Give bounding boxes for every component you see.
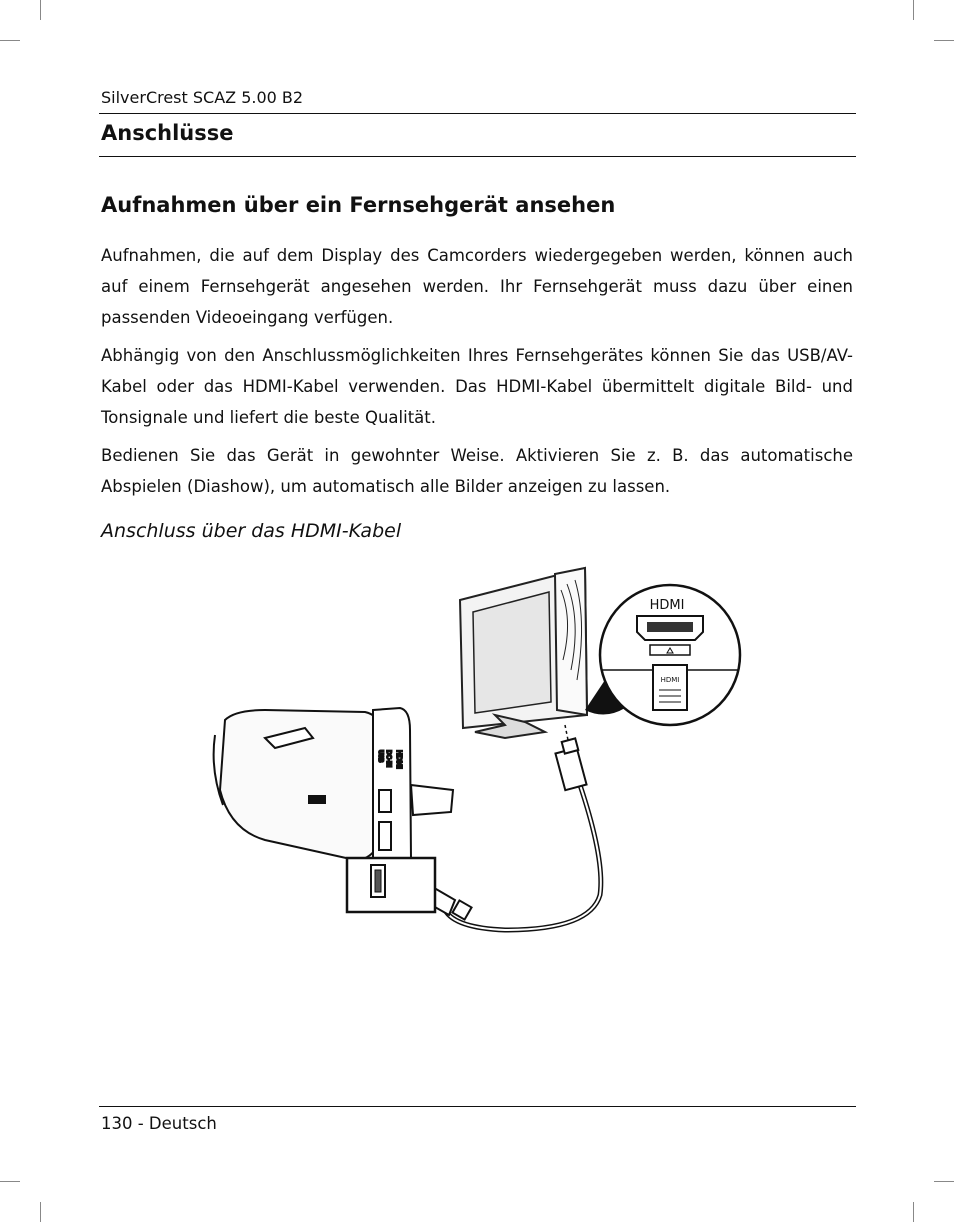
- camcorder-port-label: USB: [377, 750, 384, 763]
- hdmi-plug-label: HDMI: [660, 676, 680, 684]
- crop-mark: [40, 0, 41, 20]
- hdmi-port-detail: [585, 585, 740, 725]
- tv-monitor: [460, 568, 587, 738]
- crop-mark: [913, 1202, 914, 1222]
- hdmi-port-label: HDMI: [649, 598, 685, 613]
- section-rule: [99, 156, 856, 157]
- page-title: Aufnahmen über ein Fernsehgerät ansehen: [101, 193, 616, 217]
- figure-caption: Anschluss über das HDMI-Kabel: [101, 520, 402, 542]
- crop-mark: [913, 0, 914, 20]
- page-number: 130 - Deutsch: [101, 1114, 217, 1133]
- crop-mark: [40, 1202, 41, 1222]
- footer-rule: [99, 1106, 856, 1107]
- crop-mark: [0, 1181, 20, 1182]
- hdmi-connection-illustration: [205, 560, 750, 945]
- paragraph: Aufnahmen, die auf dem Display des Camcorders wiedergegeben werden, können auch auf einem Fernsehgerät angesehen werden. Ihr Fernsehgerät muss dazu über einen passenden Videoeingang verfügen.: [101, 246, 853, 327]
- crop-mark: [934, 40, 954, 41]
- header-product-name: SilverCrest SCAZ 5.00 B2: [101, 88, 304, 107]
- crop-mark: [934, 1181, 954, 1182]
- paragraph: Abhängig von den Anschlussmöglichkeiten Ihres Fernsehgerätes können Sie das USB/AV-Kabel oder das HDMI-Kabel verwenden. Das HDMI-Kabel übermittelt digitale Bild- und Tonsignale und liefert die beste Qualität.: [101, 346, 853, 427]
- camcorder: [214, 708, 453, 870]
- section-title: Anschlüsse: [101, 121, 234, 145]
- camcorder-port-label: DC-IN: [385, 750, 392, 768]
- crop-mark: [0, 40, 20, 41]
- camcorder-port-label: HDMI: [395, 750, 403, 769]
- paragraph: Bedienen Sie das Gerät in gewohnter Weise. Aktivieren Sie z. B. das automatische Abspielen (Diashow), um automatisch alle Bilder anzeigen zu lassen.: [101, 446, 853, 496]
- header-rule: [99, 113, 856, 114]
- camcorder-port-inset: [347, 858, 435, 912]
- hdmi-plug-tv: [555, 738, 586, 790]
